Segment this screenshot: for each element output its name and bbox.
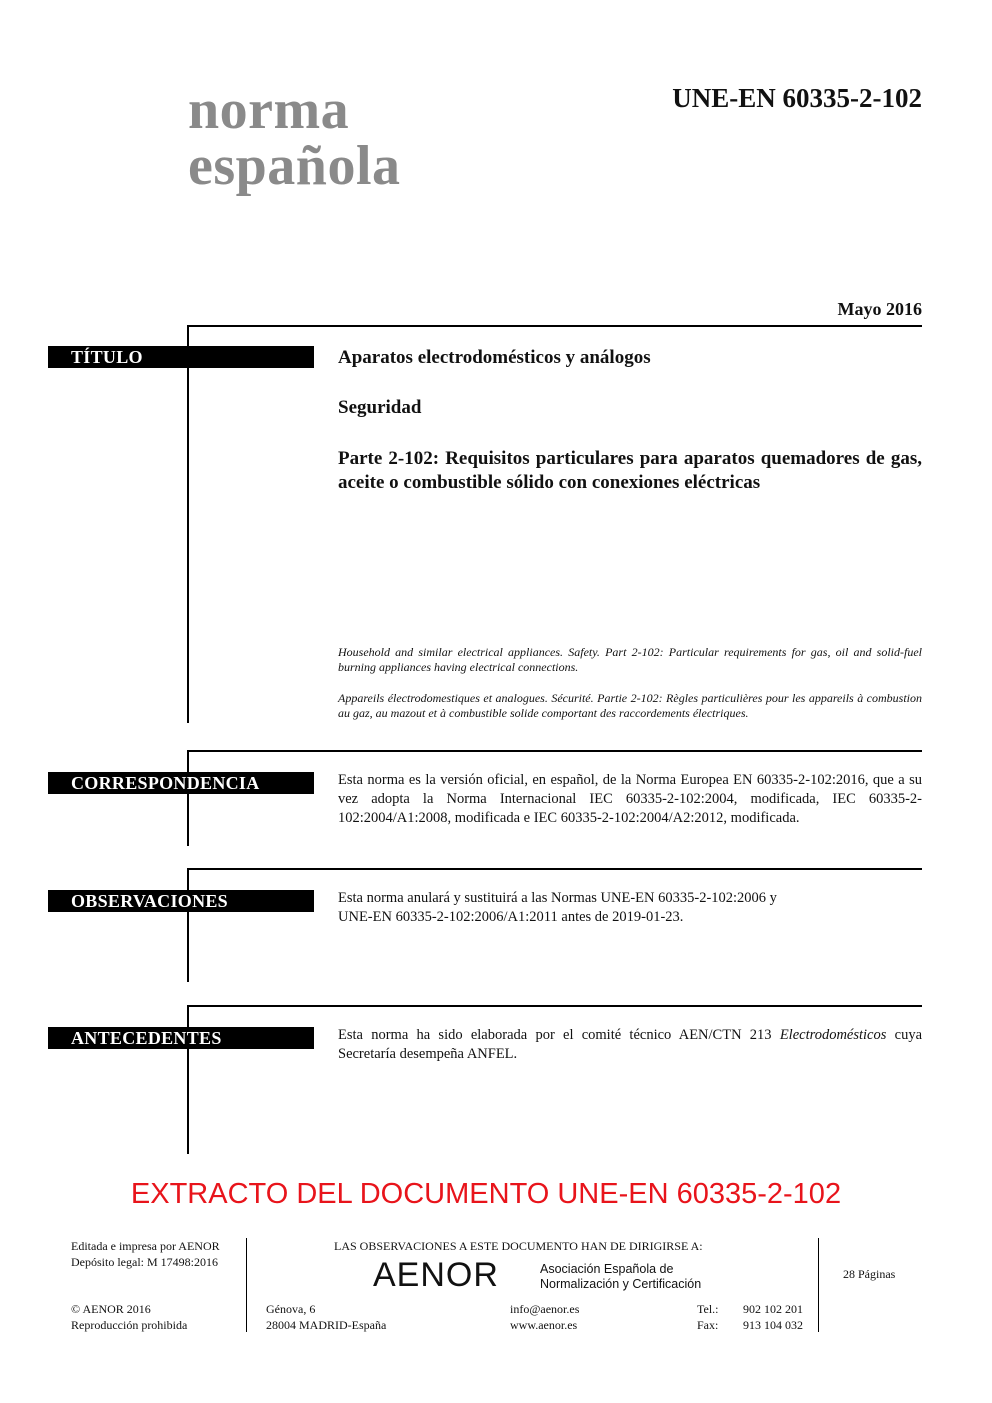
title-english: Household and similar electrical appliances. Safety. Part 2-102: Particular requirements for gas, oil and solid-fuel burning appliances having electrical connections. [338, 645, 922, 674]
fax-label: Fax: [697, 1318, 719, 1332]
divider [187, 325, 189, 723]
title-french: Appareils électrodomestiques et analogues. Sécurité. Partie 2-102: Règles particulières pour les appareils à combustion au gaz, au mazout et à combustible solide comportant des raccordements électriques. [338, 691, 922, 720]
tel-number: 902 102 201 [743, 1302, 803, 1316]
footer-phones [697, 1301, 803, 1333]
aenor-logo: AENOR [373, 1256, 499, 1294]
divider [188, 868, 922, 870]
divider [188, 750, 922, 752]
address-city: 28004 MADRID-España [266, 1318, 387, 1332]
observaciones-text [338, 889, 922, 927]
assoc-line-2: Normalización y Certificación [540, 1277, 702, 1291]
page-count: 28 Páginas [843, 1267, 896, 1281]
tel-label: Tel.: [697, 1302, 719, 1316]
extract-banner: EXTRACTO DEL DOCUMENTO UNE-EN 60335-2-102 [130, 1178, 842, 1210]
footer-deposit: Depósito legal: M 17498:2016 [71, 1255, 218, 1269]
fax-number: 913 104 032 [743, 1318, 803, 1332]
footer-observations-note: LAS OBSERVACIONES A ESTE DOCUMENTO HAN DE DIRIGIRSE A: [334, 1239, 703, 1253]
committee-name: Electrodomésticos [779, 1027, 887, 1043]
label-correspondencia: CORRESPONDENCIA [48, 772, 314, 794]
observaciones-line-1: Esta norma anulará y sustituirá a las Normas UNE-EN 60335-2-102:2006 y [338, 890, 777, 906]
aenor-association [540, 1262, 701, 1292]
brand-line-2: española [188, 135, 401, 197]
correspondencia-text: Esta norma es la versión oficial, en español, de la Norma Europea EN 60335-2-102:2016, que a su vez adopta la Norma Internacional IEC 60335-2-102:2004, modificada, IEC 60335-2-102:2004/A1:2008, modificada e IEC 60335-2-102:2004/A2:2012, modificada. [338, 772, 922, 826]
footer-email[interactable]: info@aenor.es [510, 1302, 580, 1316]
footer-reproduction: Reproducción prohibida [71, 1318, 188, 1332]
fax-row [697, 1317, 803, 1333]
assoc-line-1: Asociación Española de [540, 1262, 674, 1276]
standard-code: UNE-EN 60335-2-102 [672, 83, 922, 113]
doc-title: Aparatos electrodomésticos y análogos [338, 347, 651, 368]
doc-subtitle: Seguridad [338, 397, 422, 418]
label-antecedentes: ANTECEDENTES [48, 1027, 314, 1049]
divider [188, 325, 922, 327]
publication-date: Mayo 2016 [837, 299, 922, 319]
brand-line-1: norma [188, 79, 350, 141]
divider [188, 1005, 922, 1007]
footer-copyright: © AENOR 2016 [71, 1302, 151, 1316]
footer-edition [71, 1238, 220, 1270]
divider [187, 868, 189, 982]
address-street: Génova, 6 [266, 1302, 316, 1316]
footer-divider [818, 1238, 819, 1332]
footer-web[interactable]: www.aenor.es [510, 1318, 578, 1332]
antecedentes-text [338, 1026, 922, 1064]
doc-part: Parte 2-102: Requisitos particulares para aparatos quemadores de gas, aceite o combustible sólido con conexiones eléctricas [338, 448, 922, 493]
brand-title [188, 79, 401, 197]
antecedentes-text-start: Esta norma ha sido elaborada por el comité técnico AEN/CTN 213 [338, 1027, 780, 1043]
footer-address [266, 1301, 386, 1333]
tel-row [697, 1301, 803, 1317]
label-observaciones: OBSERVACIONES [48, 890, 314, 912]
footer-divider [246, 1238, 247, 1332]
antecedentes-text-end: cuya Secretaría desempeña ANFEL. [338, 1027, 923, 1062]
observaciones-line-2: UNE-EN 60335-2-102:2006/A1:2011 antes de 2019-01-23. [338, 909, 684, 925]
label-titulo: TÍTULO [48, 346, 314, 368]
footer-contact [510, 1301, 579, 1333]
footer-copyright-block [71, 1301, 187, 1333]
footer-edited: Editada e impresa por AENOR [71, 1239, 220, 1253]
divider [187, 750, 189, 846]
